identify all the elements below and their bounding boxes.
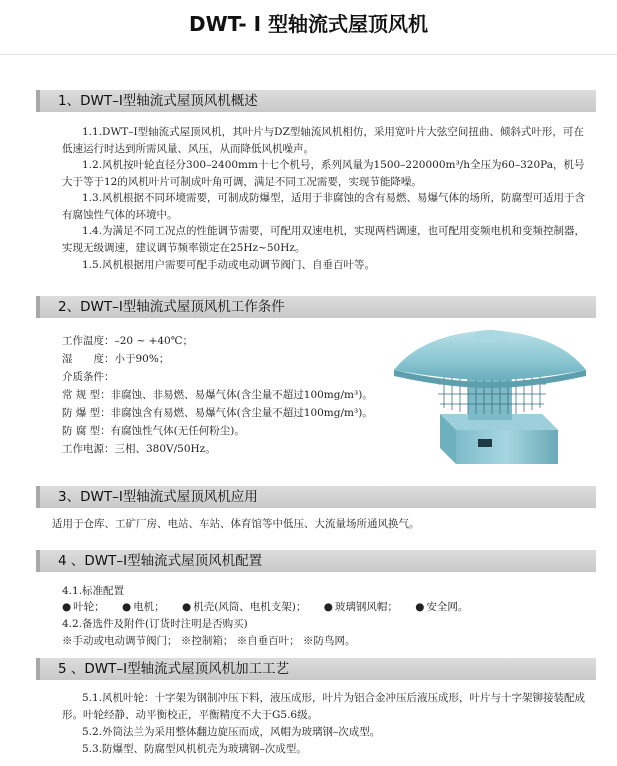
condition-line: 介质条件： bbox=[62, 371, 115, 383]
para-1-4: 1.4.为满足不同工况点的性能调节需要，可配用双速电机，实现两档调速，也可配用变频电机和变频控制器，实现无级调速，建议调节频率锁定在25Hz~50Hz。 bbox=[62, 225, 586, 254]
standard-config-label: 4.1.标准配置 bbox=[62, 585, 125, 597]
application-text: 适用于仓库、工矿厂房、电站、车站、体育馆等中低压、大流量场所通风换气。 bbox=[52, 518, 420, 530]
condition-line: 常 规 型：非腐蚀、非易燃、易爆气体(含尘量不超过100mg/m³)。 bbox=[62, 389, 373, 401]
list-item: ※手动或电动调节阀门； bbox=[62, 635, 178, 647]
condition-line: 防 腐 型：有腐蚀性气体(无任何粉尘)。 bbox=[62, 425, 245, 437]
page-title: DWT- I 型轴流式屋顶风机 bbox=[188, 12, 429, 36]
section-3-heading: 3、DWT–I型轴流式屋顶风机应用 bbox=[36, 486, 596, 508]
roof-fan-image bbox=[382, 322, 594, 472]
list-item: ※防鸟网。 bbox=[303, 635, 356, 647]
section-4-heading: 4 、DWT–I型轴流式屋顶风机配置 bbox=[36, 550, 596, 572]
list-item: ※自垂百叶； bbox=[236, 635, 300, 647]
optional-config-label: 4.2.备选件及附件(订货时注明是否购买) bbox=[62, 618, 248, 630]
list-item: ● 叶轮； bbox=[62, 601, 105, 613]
list-item: ● 安全网。 bbox=[415, 601, 469, 613]
para-5-2: 5.2.外筒法兰为采用整体翻边旋压而成，风帽为玻璃钢–次成型。 bbox=[82, 726, 381, 738]
section-5-heading: 5 、DWT–I型轴流式屋顶风机加工工艺 bbox=[36, 658, 596, 680]
para-1-3: 1.3.风机根据不同环境需要，可制成防爆型，适用于非腐蚀的含有易燃、易爆气体的场所，防腐型可适用于含有腐蚀性气体的环境中。 bbox=[62, 192, 586, 221]
condition-line: 工作温度：–20 ~ +40℃； bbox=[62, 335, 193, 347]
section-2-heading: 2、DWT–I型轴流式屋顶风机工作条件 bbox=[36, 296, 596, 318]
list-item: ● 玻璃钢风帽； bbox=[323, 601, 398, 613]
condition-line: 工作电源：三相、380V/50Hz。 bbox=[62, 443, 216, 455]
para-5-1: 5.1.风机叶轮：十字架为钢制冲压下料，液压成形，叶片为铝合金冲压后液压成形，叶片与十字架铆接装配成形。叶轮经静、动平衡校正，平衡精度不大于G5.6级。 bbox=[62, 692, 586, 721]
section-1-heading: 1、DWT–I型轴流式屋顶风机概述 bbox=[36, 90, 596, 112]
para-5-3: 5.3.防爆型、防腐型风机机壳为玻璃钢–次成型。 bbox=[82, 743, 307, 755]
list-item: ● 电机； bbox=[122, 601, 165, 613]
list-item: ※控制箱； bbox=[180, 635, 234, 647]
para-1-1: 1.1.DWT–I型轴流式屋顶风机，其叶片与DZ型轴流风机相仿，采用宽叶片大弦空间扭曲、倾斜式叶形，可在低速运行时达到所需风量、风压，从而降低风机噪声。 bbox=[62, 126, 584, 155]
list-item: ● 机壳(风筒、电机支架)； bbox=[182, 601, 307, 613]
title-divider bbox=[0, 54, 617, 55]
condition-line: 湿 度：小于90%； bbox=[62, 353, 170, 365]
condition-line: 防 爆 型：非腐蚀含有易燃、易爆气体(含尘量不超过100mg/m³)。 bbox=[62, 407, 373, 419]
standard-config-list bbox=[62, 600, 482, 615]
para-1-2: 1.2.风机按叶轮直径分300–2400mm十七个机号，系列风量为1500–220000m³/h全压为60–320Pa，机号大于等于12的风机叶片可制成叶角可调，满足不同工况需要，实现节能降噪。 bbox=[62, 159, 585, 188]
optional-config-list bbox=[62, 634, 356, 649]
para-1-5: 1.5.风机根据用户需要可配手动或电动调节阀门、自垂百叶等。 bbox=[82, 259, 376, 271]
